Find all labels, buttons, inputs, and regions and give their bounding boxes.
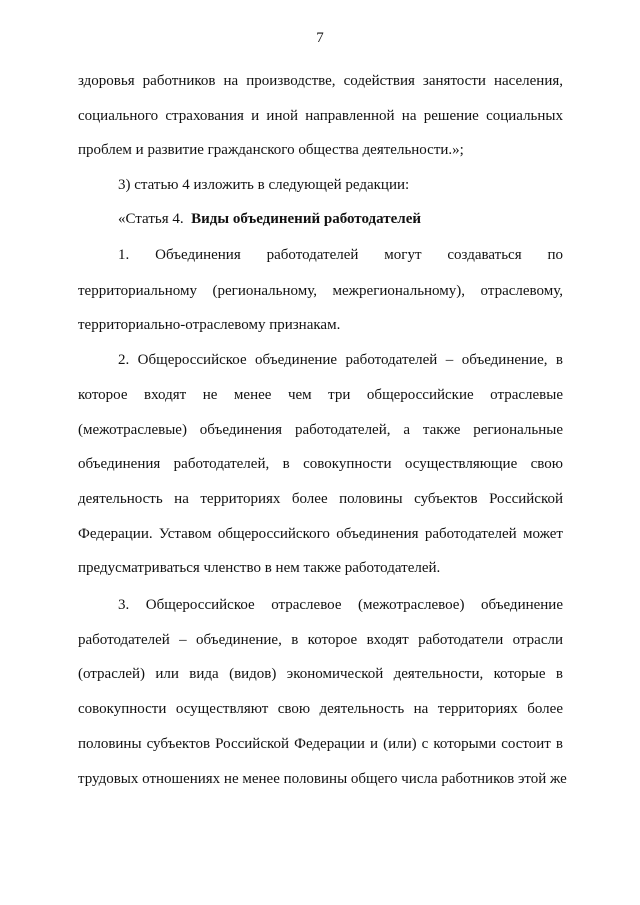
- text-line: 1. Объединения работодателей могут создаваться по: [118, 247, 563, 263]
- text-line: территориальному (региональному, межрегиональному), отраслевому,: [78, 283, 563, 299]
- text-line: деятельность на территориях более половины субъектов Российской: [78, 491, 563, 507]
- text-line: Федерации. Уставом общероссийского объединения работодателей может: [78, 526, 563, 542]
- text-line: половины субъектов Российской Федерации и (или) с которыми состоит в: [78, 736, 563, 752]
- text-line: здоровья работников на производстве, содействия занятости населения,: [78, 73, 563, 89]
- text-line: трудовых отношениях не менее половины общего числа работников этой же: [78, 771, 567, 787]
- text-line: (отраслей) или вида (видов) экономической деятельности, которые в: [78, 666, 563, 682]
- text-line: социального страхования и иной направленной на решение социальных: [78, 108, 563, 124]
- text-line: совокупности осуществляют свою деятельность на территориях более: [78, 701, 563, 717]
- text-line: предусматриваться членство в нем также работодателей.: [78, 560, 441, 576]
- text-line: территориально-отраслевому признакам.: [78, 317, 341, 333]
- text-line: объединения работодателей, в совокупности осуществляющие свою: [78, 456, 563, 472]
- article-heading: [118, 210, 421, 228]
- text-line: проблем и развитие гражданского общества деятельности.»;: [78, 142, 464, 158]
- text-line: (межотраслевые) объединения работодателей, а также региональные: [78, 422, 563, 438]
- text-line: 3) статью 4 изложить в следующей редакции:: [118, 177, 410, 193]
- page-number: 7: [316, 30, 324, 46]
- text-line: которое входят не менее чем три общероссийские отраслевые: [78, 387, 563, 403]
- text-line: 2. Общероссийское объединение работодателей – объединение, в: [118, 352, 563, 368]
- article-title: Виды объединений работодателей: [191, 211, 421, 227]
- article-number: «Статья 4.: [118, 211, 184, 227]
- text-line: 3. Общероссийское отраслевое (межотраслевое) объединение: [118, 597, 563, 613]
- text-line: работодателей – объединение, в которое входят работодатели отрасли: [78, 632, 563, 648]
